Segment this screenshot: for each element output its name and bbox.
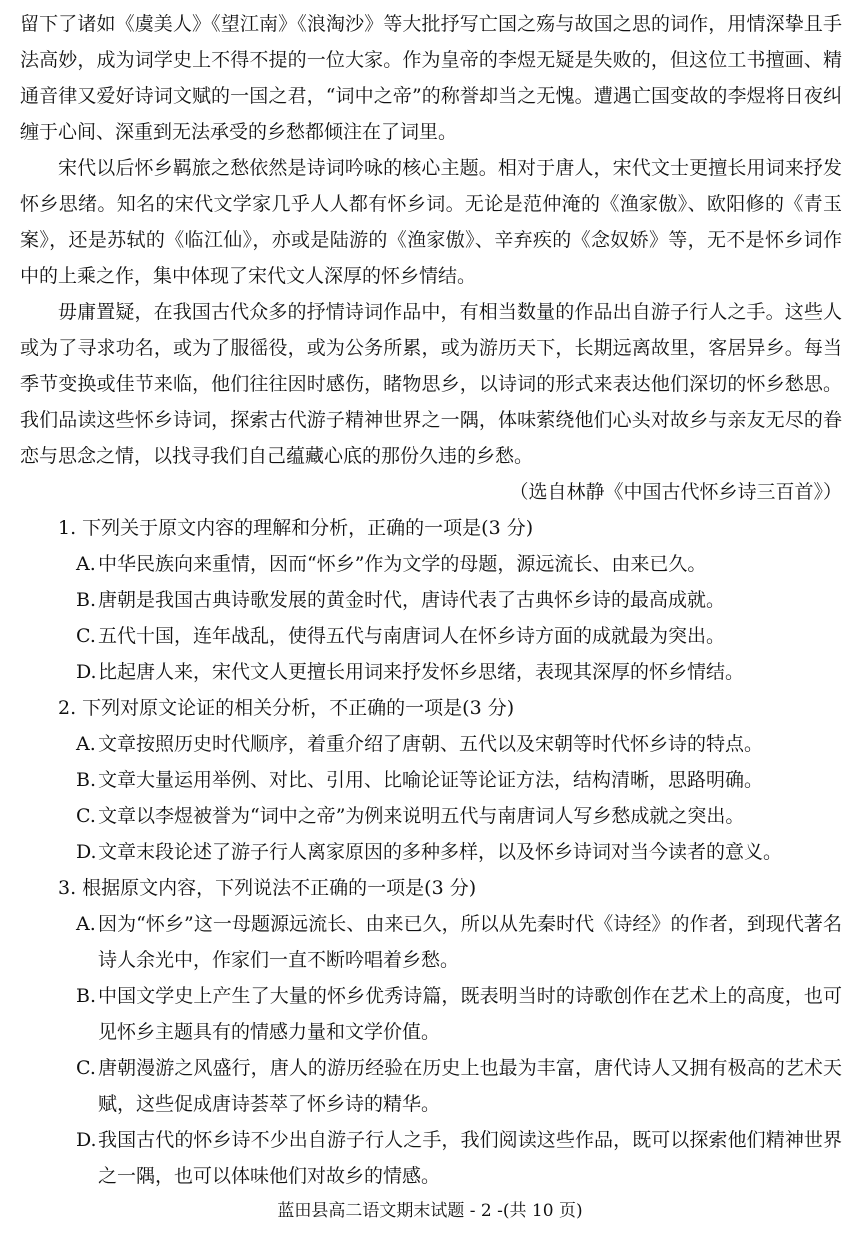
option-b xyxy=(20,582,842,618)
question-stem: 2. 下列对原文论证的相关分析，不正确的一项是(3 分) xyxy=(58,697,515,719)
option-letter: A. xyxy=(76,913,96,935)
option-letter: C. xyxy=(76,805,96,827)
option-letter: C. xyxy=(76,625,96,647)
passage-paragraph-2: 宋代以后怀乡羁旅之愁依然是诗词吟咏的核心主题。相对于唐人，宋代文士更擅长用词来抒发怀乡思绪。知名的宋代文学家几乎人人都有怀乡词。无论是范仲淹的《渔家傲》、欧阳修的《青玉案》，还是苏轼的《临江仙》，亦或是陆游的《渔家傲》、辛弃疾的《念奴娇》等，无不是怀乡词作中的上乘之作，集中体现了宋代文人深厚的怀乡情结。 xyxy=(20,157,842,287)
question-2 xyxy=(20,690,842,870)
option-d xyxy=(20,654,842,690)
option-text: 因为“怀乡”这一母题源远流长、由来已久，所以从先秦时代《诗经》的作者，到现代著名诗人余光中，作家们一直不断吟唱着乡愁。 xyxy=(98,913,842,971)
option-a xyxy=(20,726,842,762)
option-text: 比起唐人来，宋代文人更擅长用词来抒发怀乡思绪，表现其深厚的怀乡情结。 xyxy=(98,661,745,683)
source-citation: （选自林静《中国古代怀乡诗三百首》） xyxy=(509,481,842,503)
option-letter: B. xyxy=(76,589,97,611)
option-letter: A. xyxy=(76,553,96,575)
option-text: 文章以李煜被誉为“词中之帝”为例来说明五代与南唐词人写乡愁成就之突出。 xyxy=(98,805,745,827)
option-c xyxy=(20,798,842,834)
option-b xyxy=(20,978,842,1050)
question-stem: 1. 下列关于原文内容的理解和分析，正确的一项是(3 分) xyxy=(58,517,534,539)
option-letter: B. xyxy=(76,769,97,791)
option-letter: D. xyxy=(76,1129,97,1151)
option-a xyxy=(20,906,842,978)
option-text: 文章按照历史时代顺序，着重介绍了唐朝、五代以及宋朝等时代怀乡诗的特点。 xyxy=(98,733,764,755)
option-letter: B. xyxy=(76,985,97,1007)
option-c xyxy=(20,1050,842,1122)
option-d xyxy=(20,1122,842,1194)
option-c xyxy=(20,618,842,654)
option-text: 唐朝漫游之风盛行，唐人的游历经验在历史上也最为丰富，唐代诗人又拥有极高的艺术天赋，这些促成唐诗荟萃了怀乡诗的精华。 xyxy=(98,1057,842,1115)
option-text: 唐朝是我国古典诗歌发展的黄金时代，唐诗代表了古典怀乡诗的最高成就。 xyxy=(98,589,726,611)
question-stem: 3. 根据原文内容，下列说法不正确的一项是(3 分) xyxy=(58,877,477,899)
passage-paragraph-1: 留下了诸如《虞美人》《望江南》《浪淘沙》等大批抒写亡国之殇与故国之思的词作，用情深挚且手法高妙，成为词学史上不得不提的一位大家。作为皇帝的李煜无疑是失败的，但这位工书擅画、精通音律又爱好诗词文赋的一国之君，“词中之帝”的称誉却当之无愧。遭遇亡国变故的李煜将日夜纠缠于心间、深重到无法承受的乡愁都倾注在了词里。 xyxy=(20,13,842,143)
option-text: 中华民族向来重情，因而“怀乡”作为文学的母题，源远流长、由来已久。 xyxy=(98,553,707,575)
option-letter: C. xyxy=(76,1057,96,1079)
passage-paragraph-3: 毋庸置疑，在我国古代众多的抒情诗词作品中，有相当数量的作品出自游子行人之手。这些人或为了寻求功名，或为了服徭役，或为公务所累，或为游历天下，长期远离故里，客居异乡。每当季节变换或佳节来临，他们往往因时感伤，睹物思乡，以诗词的形式来表达他们深切的怀乡愁思。我们品读这些怀乡诗词，探索古代游子精神世界之一隅，体味萦绕他们心头对故乡与亲友无尽的眷恋与思念之情，以找寻我们自己蕴藏心底的那份久违的乡愁。 xyxy=(20,301,842,467)
option-letter: D. xyxy=(76,661,97,683)
question-1 xyxy=(20,510,842,690)
option-text: 文章末段论述了游子行人离家原因的多种多样，以及怀乡诗词对当今读者的意义。 xyxy=(98,841,783,863)
option-b xyxy=(20,762,842,798)
option-a xyxy=(20,546,842,582)
option-text: 我国古代的怀乡诗不少出自游子行人之手，我们阅读这些作品，既可以探索他们精神世界之一隅，也可以体味他们对故乡的情感。 xyxy=(98,1129,842,1187)
page-content xyxy=(20,6,842,1194)
option-text: 文章大量运用举例、对比、引用、比喻论证等论证方法，结构清晰，思路明确。 xyxy=(98,769,764,791)
option-letter: D. xyxy=(76,841,97,863)
option-text: 中国文学史上产生了大量的怀乡优秀诗篇，既表明当时的诗歌创作在艺术上的高度，也可见怀乡主题具有的情感力量和文学价值。 xyxy=(98,985,842,1043)
option-d xyxy=(20,834,842,870)
question-3 xyxy=(20,870,842,1194)
page-footer: 蓝田县高二语文期末试题 - 2 -(共 10 页) xyxy=(277,1201,583,1221)
option-letter: A. xyxy=(76,733,96,755)
option-text: 五代十国，连年战乱，使得五代与南唐词人在怀乡诗方面的成就最为突出。 xyxy=(98,625,726,647)
